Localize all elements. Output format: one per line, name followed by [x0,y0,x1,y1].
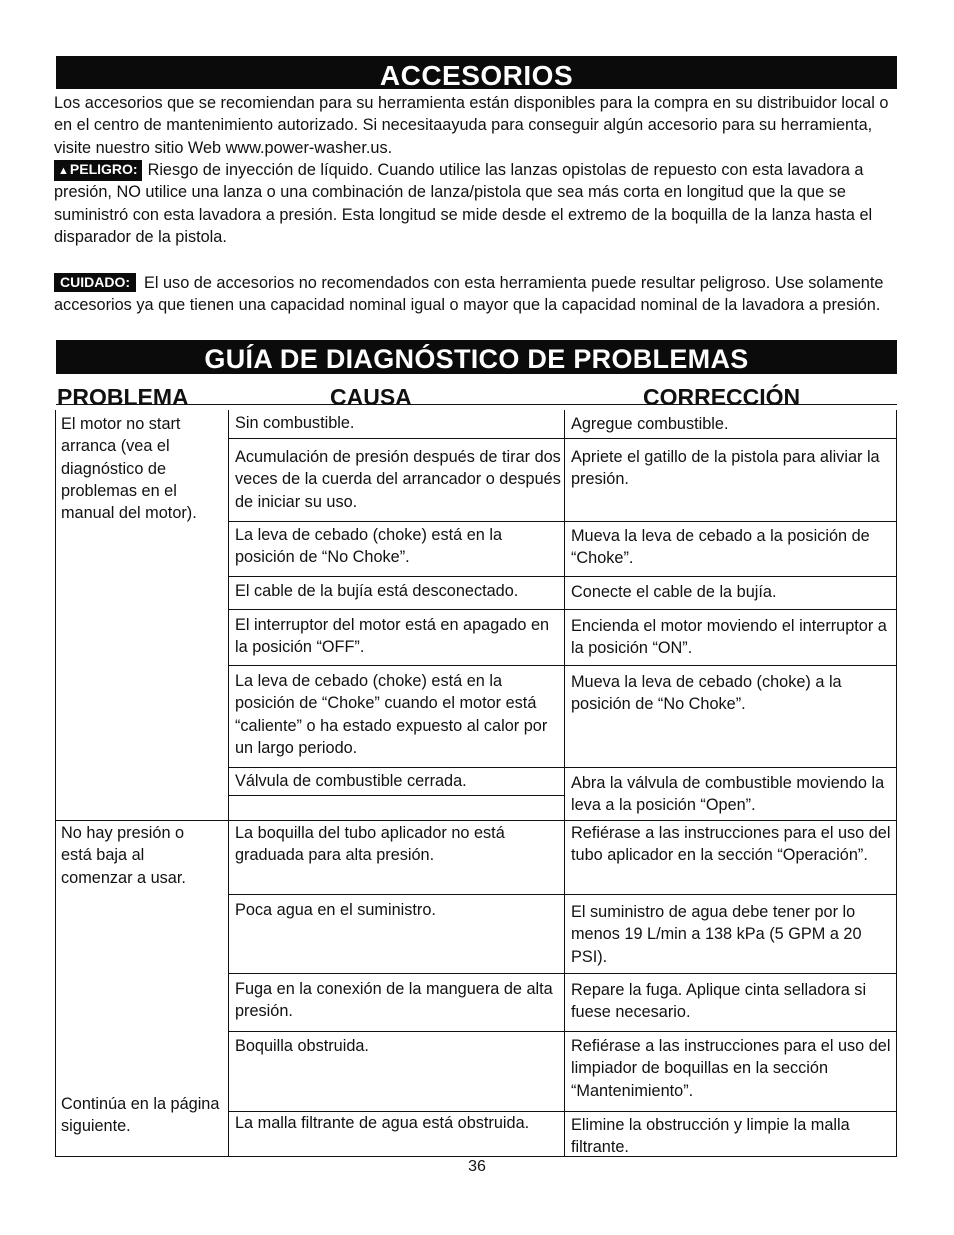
peligro-warning [54,159,898,248]
causa-cell: Sin combustible. [235,414,355,432]
correccion-cell: Conecte el cable de la bujía. [571,583,777,601]
causa-cell: Poca agua en el suministro. [235,901,436,919]
page-number: 36 [468,1158,486,1175]
correccion-cell: Encienda el motor moviendo el interruptor a la posición “ON”. [571,617,887,658]
row-line [228,795,564,796]
problem-cell: El motor no start arranca (vea el diagnóstico de problemas en el manual del motor). [61,415,197,523]
causa-cell: Boquilla obstruida. [235,1037,369,1055]
row-line [228,438,896,439]
correccion-cell: Elimine la obstrucción y limpie la malla filtrante. [571,1116,850,1157]
col-header-problema: PROBLEMA [57,384,189,410]
correccion-cell: Mueva la leva de cebado a la posición de “Choke”. [571,527,870,568]
correccion-cell: Refiérase a las instrucciones para el uso del tubo aplicador en la sección “Operación”. [571,824,891,865]
continued-note: Continúa en la página siguiente. [61,1095,220,1136]
causa-cell: Fuga en la conexión de la manguera de alta presión. [235,980,553,1021]
causa-cell: La leva de cebado (choke) está en la posición de “No Choke”. [235,526,503,567]
guia-title: GUÍA DE DIAGNÓSTICO DE PROBLEMAS [204,344,749,374]
correccion-cell: Apriete el gatillo de la pistola para aliviar la presión. [571,448,880,489]
cuidado-badge [54,273,136,292]
cuidado-warning [54,272,898,317]
causa-cell: La leva de cebado (choke) está en la posición de “Choke” cuando el motor está “caliente” o ha estado expuesto al calor por un largo periodo. [235,672,548,757]
row-line [228,609,896,610]
problem-cell: No hay presión o está baja al comenzar a usar. [61,824,186,887]
causa-cell: El cable de la bujía está desconectado. [235,582,519,600]
accesorios-title: ACCESORIOS [379,60,574,91]
row-line [228,1031,896,1032]
causa-cell: La boquilla del tubo aplicador no está graduada para alta presión. [235,824,505,865]
accesorios-title-bar [56,56,897,89]
warning-triangle-icon: ▲ [58,165,69,177]
row-line [228,576,896,577]
guia-title-bar [56,340,897,374]
causa-cell: La malla filtrante de agua está obstruida. [235,1114,530,1132]
peligro-label: PELIGRO: [69,161,138,177]
correccion-cell: El suministro de agua debe tener por lo menos 19 L/min a 138 kPa (5 GPM a 20 PSI). [571,903,862,966]
cuidado-text: El uso de accesorios no recomendados con esta herramienta puede resultar peligroso. Use solamente accesorios ya que tienen una capacidad nominal igual o mayor que la capacidad nominal de la lavadora a presión. [54,274,884,315]
row-line [228,894,896,895]
peligro-text: Riesgo de inyección de líquido. Cuando utilice las lanzas opistolas de repuesto con esta lavadora a presión, NO utilice una lanza o una combinación de lanza/pistola que sea más corta en longitud que la que se suministró con esta lavadora a presión. Esta longitud se mide desde el extremo de la boquilla de la lanza hasta el disparador de la pistola. [54,161,873,246]
causa-cell: Válvula de combustible cerrada. [235,772,467,790]
col-header-correccion: CORRECCIÓN [643,384,801,410]
causa-cell: El interruptor del motor está en apagado en la posición “OFF”. [235,616,550,657]
accesorios-intro: Los accesorios que se recomiendan para su herramienta están disponibles para la compra en su distribuidor local o en el centro de mantenimiento autorizado. Si necesitaayuda para conseguir algún accesorio para su herramienta, visite nuestro sitio Web www.power-washer.us. [54,94,889,157]
row-line [228,973,896,974]
row-line [228,665,896,666]
correccion-cell: Repare la fuga. Aplique cinta selladora si fuese necesario. [571,981,867,1022]
correccion-cell: Mueva la leva de cebado (choke) a la posición de “No Choke”. [571,673,842,714]
col-header-causa: CAUSA [330,384,412,410]
cuidado-label: CUIDADO: [60,274,130,290]
causa-cell: Acumulación de presión después de tirar dos veces de la cuerda del arrancador o después de iniciar su uso. [235,448,561,511]
correccion-cell: Agregue combustible. [571,415,729,433]
correccion-cell: Abra la válvula de combustible moviendo la leva a la posición “Open”. [571,774,885,815]
correccion-cell: Refiérase a las instrucciones para el uso del limpiador de boquillas en la sección “Mantenimiento”. [571,1037,891,1100]
table-border-right [896,410,897,1157]
peligro-badge [54,160,142,181]
